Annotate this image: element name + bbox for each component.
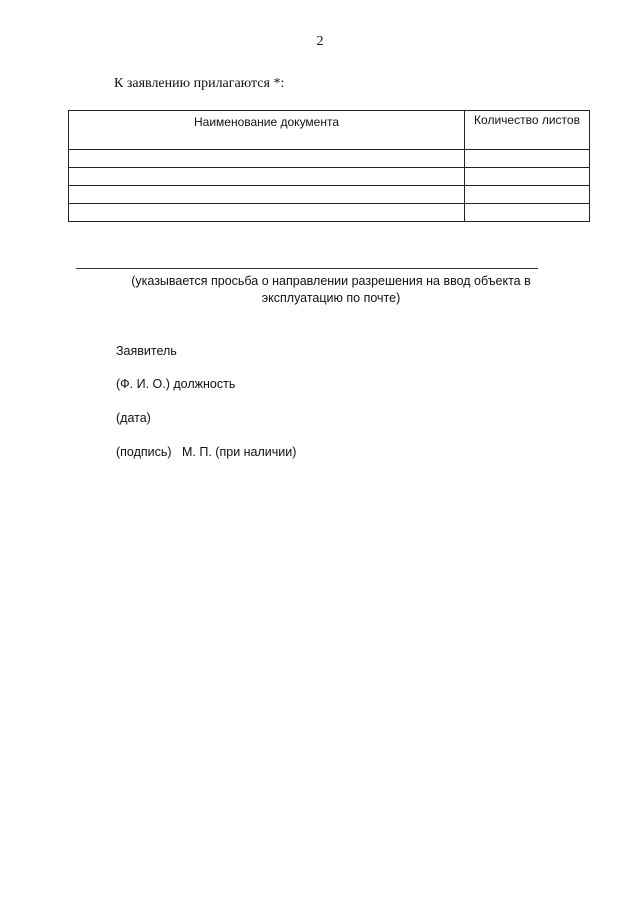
table-cell-document-name	[69, 168, 465, 186]
attachments-table	[68, 110, 590, 222]
attachments-heading: К заявлению прилагаются *:	[114, 76, 285, 91]
date-label: (дата)	[116, 411, 151, 425]
table-row	[69, 150, 590, 168]
table-row	[69, 204, 590, 222]
table-cell-document-name	[69, 186, 465, 204]
applicant-label: Заявитель	[116, 344, 177, 358]
signature-label: (подпись)	[116, 445, 172, 459]
page-number: 2	[316, 34, 324, 49]
table-cell-sheet-count	[465, 150, 590, 168]
request-fill-line	[76, 268, 538, 269]
table-cell-document-name	[69, 150, 465, 168]
table-row	[69, 168, 590, 186]
table-cell-sheet-count	[465, 186, 590, 204]
column-header-sheet-count: Количество листов	[465, 111, 590, 150]
request-caption: (указывается просьба о направлении разрешения на ввод объекта в эксплуатацию по почте)	[131, 274, 531, 305]
signature-line	[116, 445, 296, 459]
table-row	[69, 186, 590, 204]
table-cell-sheet-count	[465, 168, 590, 186]
name-position-label: (Ф. И. О.) должность	[116, 377, 236, 391]
column-header-document-name: Наименование документа	[69, 111, 465, 150]
table-cell-sheet-count	[465, 204, 590, 222]
table-cell-document-name	[69, 204, 465, 222]
table-header-row	[69, 111, 590, 150]
seal-label: М. П. (при наличии)	[182, 445, 297, 459]
